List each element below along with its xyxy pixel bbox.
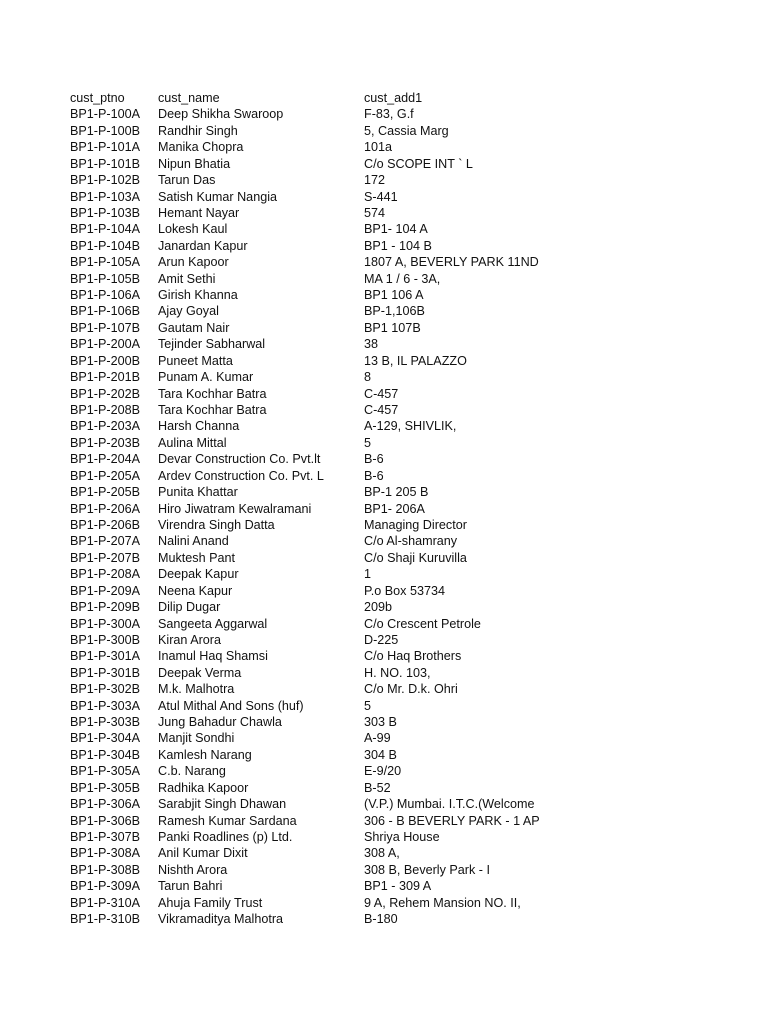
- cell-cust-add1: C/o Haq Brothers: [364, 649, 462, 664]
- cell-cust-add1: 306 - B BEVERLY PARK - 1 AP: [364, 813, 540, 828]
- cell-cust-ptno: BP1-P-207B: [70, 550, 141, 565]
- table-row: [70, 205, 730, 221]
- cell-cust-add1: BP1 106 A: [364, 288, 424, 303]
- table-row: [70, 533, 730, 549]
- cell-cust-add1: B-6: [364, 468, 384, 483]
- table-row: [70, 435, 730, 451]
- header-row: [70, 90, 730, 106]
- cell-cust-name: Satish Kumar Nangia: [158, 189, 278, 204]
- cell-cust-add1: (V.P.) Mumbai. I.T.C.(Welcome: [364, 797, 535, 812]
- cell-cust-ptno: BP1-P-204A: [70, 452, 141, 467]
- table-row: [70, 353, 730, 369]
- cell-cust-name: Tara Kochhar Batra: [158, 403, 267, 418]
- table-row: [70, 780, 730, 796]
- table-row: [70, 616, 730, 632]
- table-row: [70, 911, 730, 927]
- cell-cust-add1: BP1- 104 A: [364, 222, 428, 237]
- cell-cust-add1: 13 B, IL PALAZZO: [364, 353, 467, 368]
- cell-cust-name: Girish Khanna: [158, 288, 238, 303]
- cell-cust-name: Dilip Dugar: [158, 600, 221, 615]
- cell-cust-add1: P.o Box 53734: [364, 583, 445, 598]
- cell-cust-ptno: BP1-P-104B: [70, 238, 141, 253]
- cell-cust-name: Vikramaditya Malhotra: [158, 912, 284, 927]
- table-row: [70, 418, 730, 434]
- table-row: [70, 484, 730, 500]
- cell-cust-add1: C/o Al-shamrany: [364, 534, 458, 549]
- cell-cust-ptno: BP1-P-208A: [70, 567, 141, 582]
- cell-cust-ptno: BP1-P-304A: [70, 731, 141, 746]
- cell-cust-name: Nishth Arora: [158, 862, 228, 877]
- cell-cust-ptno: BP1-P-205B: [70, 485, 141, 500]
- cell-cust-ptno: BP1-P-200A: [70, 337, 141, 352]
- cell-cust-add1: 304 B: [364, 747, 397, 762]
- cell-cust-add1: A-129, SHIVLIK,: [364, 419, 457, 434]
- table-row: [70, 369, 730, 385]
- cell-cust-add1: 209b: [364, 600, 393, 615]
- cell-cust-add1: B-52: [364, 780, 391, 795]
- cell-cust-ptno: BP1-P-308B: [70, 862, 141, 877]
- cell-cust-name: Randhir Singh: [158, 123, 238, 138]
- table-row: [70, 468, 730, 484]
- table-row: [70, 156, 730, 172]
- cell-cust-name: Punam A. Kumar: [158, 370, 254, 385]
- column-header-cust-name: cust_name: [158, 91, 220, 105]
- cell-cust-name: Puneet Matta: [158, 353, 233, 368]
- cell-cust-ptno: BP1-P-309A: [70, 879, 141, 894]
- table-row: [70, 714, 730, 730]
- cell-cust-ptno: BP1-P-100A: [70, 107, 141, 122]
- cell-cust-add1: C/o Mr. D.k. Ohri: [364, 682, 458, 697]
- cell-cust-ptno: BP1-P-301A: [70, 649, 141, 664]
- cell-cust-ptno: BP1-P-308A: [70, 846, 141, 861]
- cell-cust-ptno: BP1-P-310B: [70, 912, 141, 927]
- cell-cust-add1: BP1 107B: [364, 320, 421, 335]
- cell-cust-name: Gautam Nair: [158, 320, 230, 335]
- cell-cust-ptno: BP1-P-203B: [70, 435, 141, 450]
- cell-cust-name: Lokesh Kaul: [158, 222, 228, 237]
- cell-cust-ptno: BP1-P-303A: [70, 698, 141, 713]
- cell-cust-name: M.k. Malhotra: [158, 682, 235, 697]
- cell-cust-add1: C-457: [364, 403, 399, 418]
- cell-cust-ptno: BP1-P-300A: [70, 616, 141, 631]
- cell-cust-name: Manika Chopra: [158, 140, 244, 155]
- table-row: [70, 106, 730, 122]
- cell-cust-name: Deepak Verma: [158, 665, 242, 680]
- cell-cust-add1: BP1- 206A: [364, 501, 425, 516]
- cell-cust-add1: 308 B, Beverly Park - I: [364, 862, 490, 877]
- cell-cust-add1: MA 1 / 6 - 3A,: [364, 271, 441, 286]
- cell-cust-name: Muktesh Pant: [158, 550, 236, 565]
- table-row: [70, 845, 730, 861]
- cell-cust-name: Sarabjit Singh Dhawan: [158, 797, 287, 812]
- cell-cust-add1: H. NO. 103,: [364, 665, 431, 680]
- table-row: [70, 878, 730, 894]
- table-row: [70, 665, 730, 681]
- cell-cust-ptno: BP1-P-209A: [70, 583, 141, 598]
- table-row: [70, 336, 730, 352]
- table-row: [70, 189, 730, 205]
- cell-cust-ptno: BP1-P-106A: [70, 288, 141, 303]
- cell-cust-ptno: BP1-P-203A: [70, 419, 141, 434]
- cell-cust-add1: BP1 - 309 A: [364, 879, 432, 894]
- cell-cust-ptno: BP1-P-305B: [70, 780, 141, 795]
- table-row: [70, 303, 730, 319]
- cell-cust-ptno: BP1-P-300B: [70, 632, 141, 647]
- cell-cust-name: Jung Bahadur Chawla: [158, 715, 282, 730]
- cell-cust-add1: D-225: [364, 632, 399, 647]
- table-row: [70, 386, 730, 402]
- table-row: [70, 550, 730, 566]
- table-row: [70, 172, 730, 188]
- table-row: [70, 632, 730, 648]
- cell-cust-ptno: BP1-P-103B: [70, 205, 141, 220]
- cell-cust-name: Sangeeta Aggarwal: [158, 616, 268, 631]
- table-row: [70, 451, 730, 467]
- cell-cust-name: Deep Shikha Swaroop: [158, 107, 284, 122]
- cell-cust-ptno: BP1-P-103A: [70, 189, 141, 204]
- spreadsheet-page: [70, 90, 730, 928]
- table-row: [70, 829, 730, 845]
- cell-cust-add1: 5, Cassia Marg: [364, 123, 449, 138]
- table-row: [70, 517, 730, 533]
- cell-cust-ptno: BP1-P-105B: [70, 271, 141, 286]
- cell-cust-name: Ardev Construction Co. Pvt. L: [158, 468, 324, 483]
- cell-cust-ptno: BP1-P-201B: [70, 370, 141, 385]
- cell-cust-name: Anil Kumar Dixit: [158, 846, 248, 861]
- table-row: [70, 254, 730, 270]
- cell-cust-add1: S-441: [364, 189, 398, 204]
- cell-cust-add1: 5: [364, 698, 372, 713]
- cell-cust-add1: Shriya House: [364, 829, 440, 844]
- table-row: [70, 566, 730, 582]
- cell-cust-ptno: BP1-P-207A: [70, 534, 141, 549]
- table-row: [70, 501, 730, 517]
- cell-cust-add1: B-180: [364, 912, 398, 927]
- cell-cust-ptno: BP1-P-310A: [70, 895, 141, 910]
- cell-cust-add1: 574: [364, 205, 386, 220]
- cell-cust-name: Nalini Anand: [158, 534, 229, 549]
- cell-cust-add1: E-9/20: [364, 764, 402, 779]
- cell-cust-add1: 8: [364, 370, 372, 385]
- table-row: [70, 730, 730, 746]
- cell-cust-name: Inamul Haq Shamsi: [158, 649, 268, 664]
- cell-cust-name: Hiro Jiwatram Kewalramani: [158, 501, 312, 516]
- cell-cust-add1: 5: [364, 435, 372, 450]
- cell-cust-add1: 308 A,: [364, 846, 400, 861]
- cell-cust-add1: 101a: [364, 140, 393, 155]
- cell-cust-name: Tara Kochhar Batra: [158, 386, 267, 401]
- table-row: [70, 813, 730, 829]
- cell-cust-add1: C/o Crescent Petrole: [364, 616, 481, 631]
- table-body: [70, 106, 730, 927]
- cell-cust-ptno: BP1-P-106B: [70, 304, 141, 319]
- cell-cust-name: Ajay Goyal: [158, 304, 219, 319]
- cell-cust-add1: Managing Director: [364, 517, 467, 532]
- cell-cust-add1: BP1 - 104 B: [364, 238, 432, 253]
- cell-cust-name: Punita Khattar: [158, 485, 238, 500]
- table-row: [70, 221, 730, 237]
- table-row: [70, 698, 730, 714]
- cell-cust-name: C.b. Narang: [158, 764, 226, 779]
- cell-cust-ptno: BP1-P-102B: [70, 173, 141, 188]
- cell-cust-add1: C/o SCOPE INT ` L: [364, 156, 473, 171]
- cell-cust-name: Deepak Kapur: [158, 567, 239, 582]
- cell-cust-name: Janardan Kapur: [158, 238, 248, 253]
- cell-cust-ptno: BP1-P-107B: [70, 320, 141, 335]
- cell-cust-name: Aulina Mittal: [158, 435, 227, 450]
- table-row: [70, 599, 730, 615]
- table-row: [70, 681, 730, 697]
- customer-table: [70, 90, 730, 928]
- cell-cust-add1: BP-1,106B: [364, 304, 425, 319]
- cell-cust-ptno: BP1-P-205A: [70, 468, 141, 483]
- cell-cust-add1: 38: [364, 337, 379, 352]
- column-header-cust-ptno: cust_ptno: [70, 91, 125, 105]
- cell-cust-add1: B-6: [364, 452, 384, 467]
- cell-cust-name: Amit Sethi: [158, 271, 216, 286]
- table-row: [70, 763, 730, 779]
- cell-cust-ptno: BP1-P-100B: [70, 123, 141, 138]
- cell-cust-ptno: BP1-P-105A: [70, 255, 141, 270]
- cell-cust-ptno: BP1-P-200B: [70, 353, 141, 368]
- cell-cust-ptno: BP1-P-303B: [70, 715, 141, 730]
- table-row: [70, 648, 730, 664]
- cell-cust-add1: 1807 A, BEVERLY PARK 11ND: [364, 255, 539, 270]
- table-row: [70, 320, 730, 336]
- cell-cust-add1: 303 B: [364, 715, 397, 730]
- cell-cust-add1: C-457: [364, 386, 399, 401]
- cell-cust-ptno: BP1-P-306B: [70, 813, 141, 828]
- cell-cust-ptno: BP1-P-101B: [70, 156, 141, 171]
- cell-cust-add1: F-83, G.f: [364, 107, 414, 122]
- table-row: [70, 123, 730, 139]
- cell-cust-ptno: BP1-P-305A: [70, 764, 141, 779]
- cell-cust-name: Tarun Das: [158, 173, 216, 188]
- column-header-cust-add1: cust_add1: [364, 91, 423, 105]
- cell-cust-ptno: BP1-P-206B: [70, 517, 141, 532]
- cell-cust-name: Devar Construction Co. Pvt.lt: [158, 452, 321, 467]
- cell-cust-name: Panki Roadlines (p) Ltd.: [158, 829, 293, 844]
- cell-cust-ptno: BP1-P-302B: [70, 682, 141, 697]
- cell-cust-add1: 9 A, Rehem Mansion NO. II,: [364, 895, 521, 910]
- cell-cust-name: Arun Kapoor: [158, 255, 229, 270]
- cell-cust-name: Neena Kapur: [158, 583, 233, 598]
- cell-cust-add1: A-99: [364, 731, 391, 746]
- table-row: [70, 747, 730, 763]
- table-row: [70, 583, 730, 599]
- cell-cust-name: Tarun Bahri: [158, 879, 223, 894]
- cell-cust-ptno: BP1-P-301B: [70, 665, 141, 680]
- cell-cust-name: Manjit Sondhi: [158, 731, 235, 746]
- cell-cust-name: Ramesh Kumar Sardana: [158, 813, 297, 828]
- table-row: [70, 895, 730, 911]
- table-row: [70, 238, 730, 254]
- table-row: [70, 271, 730, 287]
- table-row: [70, 287, 730, 303]
- cell-cust-ptno: BP1-P-208B: [70, 403, 141, 418]
- cell-cust-name: Tejinder Sabharwal: [158, 337, 266, 352]
- table-row: [70, 139, 730, 155]
- cell-cust-name: Radhika Kapoor: [158, 780, 249, 795]
- cell-cust-add1: BP-1 205 B: [364, 485, 429, 500]
- table-header: [70, 90, 730, 106]
- cell-cust-name: Kiran Arora: [158, 632, 221, 647]
- table-row: [70, 796, 730, 812]
- cell-cust-name: Hemant Nayar: [158, 205, 240, 220]
- cell-cust-name: Harsh Channa: [158, 419, 240, 434]
- cell-cust-ptno: BP1-P-307B: [70, 829, 141, 844]
- table-row: [70, 402, 730, 418]
- cell-cust-name: Ahuja Family Trust: [158, 895, 263, 910]
- cell-cust-name: Nipun Bhatia: [158, 156, 231, 171]
- cell-cust-ptno: BP1-P-104A: [70, 222, 141, 237]
- cell-cust-ptno: BP1-P-209B: [70, 600, 141, 615]
- table-row: [70, 862, 730, 878]
- cell-cust-ptno: BP1-P-101A: [70, 140, 141, 155]
- cell-cust-add1: 172: [364, 173, 386, 188]
- cell-cust-ptno: BP1-P-202B: [70, 386, 141, 401]
- cell-cust-add1: 1: [364, 567, 372, 582]
- cell-cust-name: Virendra Singh Datta: [158, 517, 275, 532]
- cell-cust-name: Kamlesh Narang: [158, 747, 252, 762]
- cell-cust-ptno: BP1-P-304B: [70, 747, 141, 762]
- cell-cust-add1: C/o Shaji Kuruvilla: [364, 550, 467, 565]
- cell-cust-ptno: BP1-P-306A: [70, 797, 141, 812]
- cell-cust-name: Atul Mithal And Sons (huf): [158, 698, 304, 713]
- cell-cust-ptno: BP1-P-206A: [70, 501, 141, 516]
